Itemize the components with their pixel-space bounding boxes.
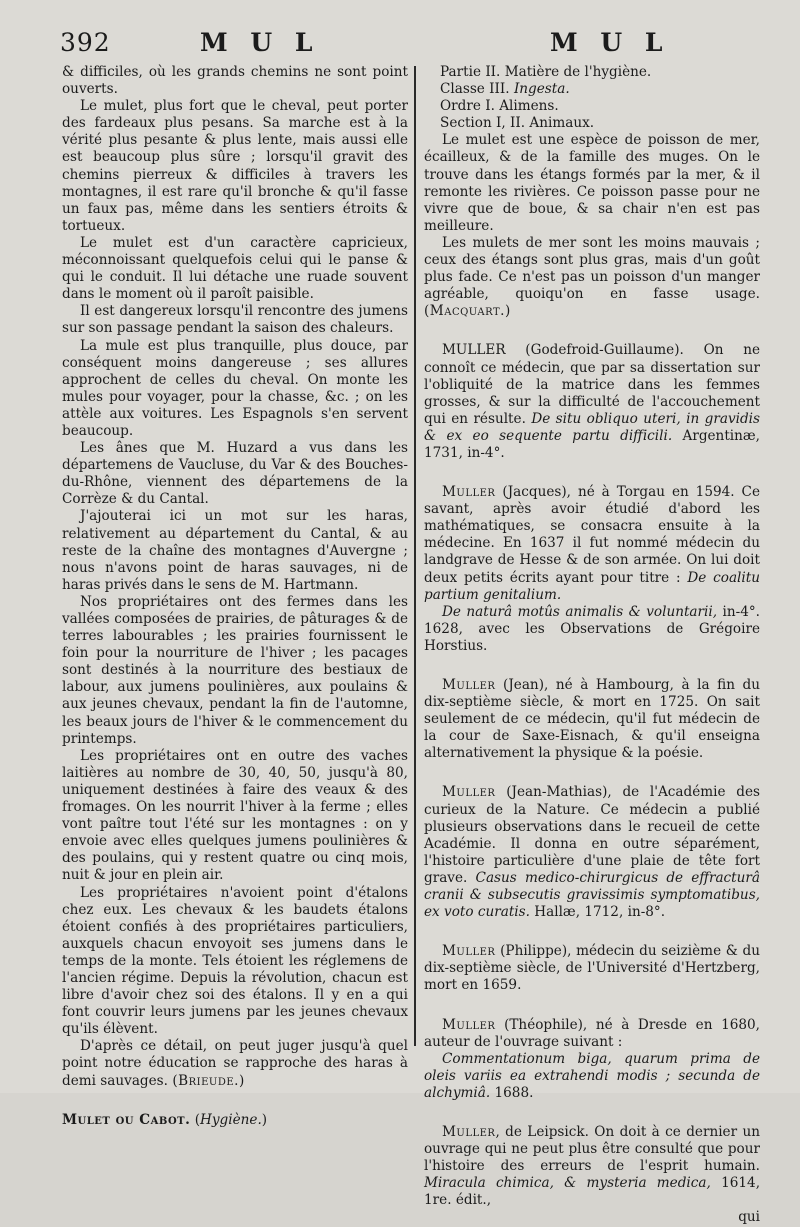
entry-name: Muller [442, 1123, 496, 1140]
paragraph [62, 1038, 408, 1089]
classification-line: Partie II. Matière de l'hygiène. [440, 64, 652, 80]
entry-name: Muller [442, 484, 496, 501]
paragraph: J'ajouterai ici un mot sur les haras, relativement au département du Cantal, & au reste de la chaîne des montagnes d'Auvergne ; nous n'avons point de haras sauvages, ni de haras privés dans le sens de M. Hartmann. [62, 508, 408, 593]
paragraph: La mule est plus tranquille, plus douce, par conséquent moins dangereuse ; ses allures approchent de celles du cheval. On monte les mules pour voyager, pour la chasse, &c. ; on les attèle aux voitures. Les Espagnols s'en servent beaucoup. [62, 337, 408, 439]
biography-entry [424, 1124, 760, 1209]
right-column [424, 64, 760, 1227]
entry-name: Muller [442, 943, 496, 960]
entry-text: (Jean), né à Hambourg, à la fin du dix-septième siècle, & mort en 1725. On sait seulement de ce médecin, qu'il fut médecin de la cour de Saxe-Eisnach, & qu'il enseigna alternativement la physique & la poésie. [424, 677, 760, 762]
paren-close: ) [261, 1111, 268, 1128]
paragraph: Le mulet est une espèce de poisson de mer, écailleux, & de la famille des muges. On le trouve dans les étangs formés par la mer, & il remonte les rivières. Ce poisson passe pour ne vivre que de boue, & sa chair n'en est pas meilleure. [424, 132, 760, 234]
entry-text: On ne connoît ce médecin, que par sa dissertation sur l'obliquité de la matrice dans les femmes grosses, & sur la difficulté de l'accouchement qui en résulte. [424, 342, 760, 427]
classification-line: Section I, II. Animaux. [440, 115, 595, 132]
paragraph: Nos propriétaires ont des fermes dans les vallées composées de prairies, de pâturages & de terres labourables ; les prairies fournissent le foin pour la nourriture de l'hiver ; les pacages sont destinés à la nourriture des bestiaux de labour, aux jumens poulinières, aux poulains & aux jeunes chevaux, pendant la fin de l'automne, les beaux jours de l'hiver & le commencement du printemps. [62, 593, 408, 747]
paragraph: Les propriétaires ont en outre des vaches laitières au nombre de 30, 40, 50, jusqu'à 80, uniquement destinées à faire des veaux & des fromages. On les nourrit l'hiver à la ferme ; elles vont paître tout l'été sur les montagnes : on y envoie avec elles quelques jumens poulinières & des poulains, qui y restent quatre ou cinq mois, nuit & jour en plein air. [62, 747, 408, 884]
entry-text: (Philippe), médecin du seizième & du dix-septième siècle, de l'Université d'Hertzberg, mort en 1659. [424, 943, 760, 994]
paragraph [424, 235, 760, 320]
entry-name: Muller [442, 677, 496, 693]
publication-info: 1614, 1re. édit., [424, 1175, 761, 1209]
page-header [60, 28, 786, 62]
author-signature: (Macquart.) [424, 303, 511, 320]
work-title: De coalitu partium genitalium. [424, 569, 760, 603]
entry-name: MULLER (Godefroid-Guillaume). [442, 342, 684, 359]
publication-info: in-4°. 1628, avec les Observations de Grégoire Horstius. [424, 603, 760, 654]
paragraph: Le mulet, plus fort que le cheval, peut porter des fardeaux plus pesans. Sa marche est à la vérité plus pesante & plus lente, mais aussi elle est beaucoup plus sûre ; lorsqu'il gravit des chemins pierreux & difficiles à travers les montagnes, il est rare qu'il bronche & qu'il fasse un faux pas, même dans les sentiers étroits & tortueux. [62, 98, 408, 234]
entry-text: (Jean-Mathias), de l'Académie des curieux de la Nature. Ce médecin a publié plusieurs observations dans le recueil de cette Académie. Il donna en outre séparément, l'histoire particulière d'une plaie de tête fort grave. [424, 784, 760, 886]
paragraph-text: D'après ce détail, on peut juger jusqu'à quel point notre éducation se rapproche des haras à demi sauvages. [62, 1038, 408, 1089]
classification-line [424, 81, 760, 98]
publication-info: Argentinæ, 1731, in-4°. [424, 427, 760, 461]
biography-entry [424, 1017, 760, 1051]
publication-info: 1688. [494, 1084, 534, 1101]
biography-entry [424, 342, 760, 462]
biography-entry-cont [424, 1051, 760, 1102]
paragraph: Le mulet est d'un caractère capricieux, méconnoissant quelquefois celui qui le panse & qui le conduit. Il lui détache une ruade souvent dans le moment où il paroît paisible. [62, 234, 408, 303]
column-divider [414, 66, 416, 1046]
entry-heading [62, 1112, 408, 1129]
biography-entry [424, 784, 760, 921]
entry-text: (Théophile), né à Dresde en 1680, auteur de l'ouvrage suivant : [424, 1016, 760, 1050]
entry-title: Mulet ou Cabot. [62, 1111, 191, 1128]
work-title: De situ obliquo uteri, in gravidis & ex eo sequente partu difficili. [424, 410, 760, 444]
page-number: 392 [60, 28, 111, 57]
paragraph: Les ânes que M. Huzard a vus dans les départemens de Vaucluse, du Var & des Bouches-du-Rhône, viennent des départemens de la Corrèze & du Cantal. [62, 440, 408, 508]
biography-entry [424, 677, 760, 762]
paren-open: ( [194, 1111, 201, 1128]
entry-name: Muller [442, 784, 496, 801]
entry-category: Hygiène. [200, 1111, 262, 1128]
biography-entry [424, 484, 760, 604]
running-head-right: M U L [550, 28, 670, 57]
entry-name: Muller [442, 1016, 496, 1033]
classification-label: Classe III. [440, 81, 510, 98]
classification-value: Ingesta. [513, 81, 570, 98]
classification-line: Ordre I. Alimens. [440, 98, 559, 115]
work-title: Miracula chimica, & mysteria medica, [424, 1175, 711, 1192]
entry-text: (Jacques), né à Torgau en 1594. Ce savant, après avoir étudié d'abord les mathématiques, se consacra ensuite à la médecine. En 1637 il fut nommé médecin du landgrave de Hesse & de son armée. On lui doit deux petits écrits ayant pour titre : [424, 484, 760, 586]
work-title: De naturâ motûs animalis & voluntarii, [442, 603, 718, 620]
author-signature: (Brieude.) [172, 1072, 245, 1089]
catchword: qui [738, 1209, 760, 1226]
work-title: Casus medico-chirurgicus de effracturâ cranii & subsecutis gravissimis symptomatibus, ex voto curatis. [424, 869, 760, 921]
work-title: Commentationum biga, quarum prima de oleis variis ea extrahendi modis ; secunda de alchymiâ. [424, 1050, 760, 1101]
biography-entry-cont [424, 604, 760, 655]
running-head-left: M U L [200, 28, 320, 57]
paragraph: Il est dangereux lorsqu'il rencontre des jumens sur son passage pendant la saison des chaleurs. [62, 303, 408, 337]
entry-text: , de Leipsick. On doit à ce dernier un ouvrage qui ne peut plus être consulté que pour l'histoire des erreurs de l'esprit humain. [424, 1123, 760, 1175]
paragraph: Les propriétaires n'avoient point d'étalons chez eux. Les chevaux & les baudets étalons étoient confiés à des propriétaires particuliers, auxquels chacun envoyoit ses jumens dans le temps de la monte. Tels étoient les réglemens de l'ancien régime. Depuis la révolution, chacun est libre d'avoir chez soi des étalons. Il y en a qui font couvrir leurs jumens par les jeunes chevaux qu'ils élèvent. [62, 884, 408, 1038]
paragraph: & difficiles, où les grands chemins ne sont point ouverts. [62, 64, 408, 98]
paragraph-text: Les mulets de mer sont les moins mauvais ; ceux des étangs sont plus gras, mais d'un goût plus fade. Ce n'est pas un poisson d'un manger agréable, quoiqu'on en fasse usage. [424, 234, 760, 303]
biography-entry [424, 943, 760, 994]
left-column [62, 64, 408, 1129]
publication-info: Hallæ, 1712, in-8°. [534, 904, 666, 921]
